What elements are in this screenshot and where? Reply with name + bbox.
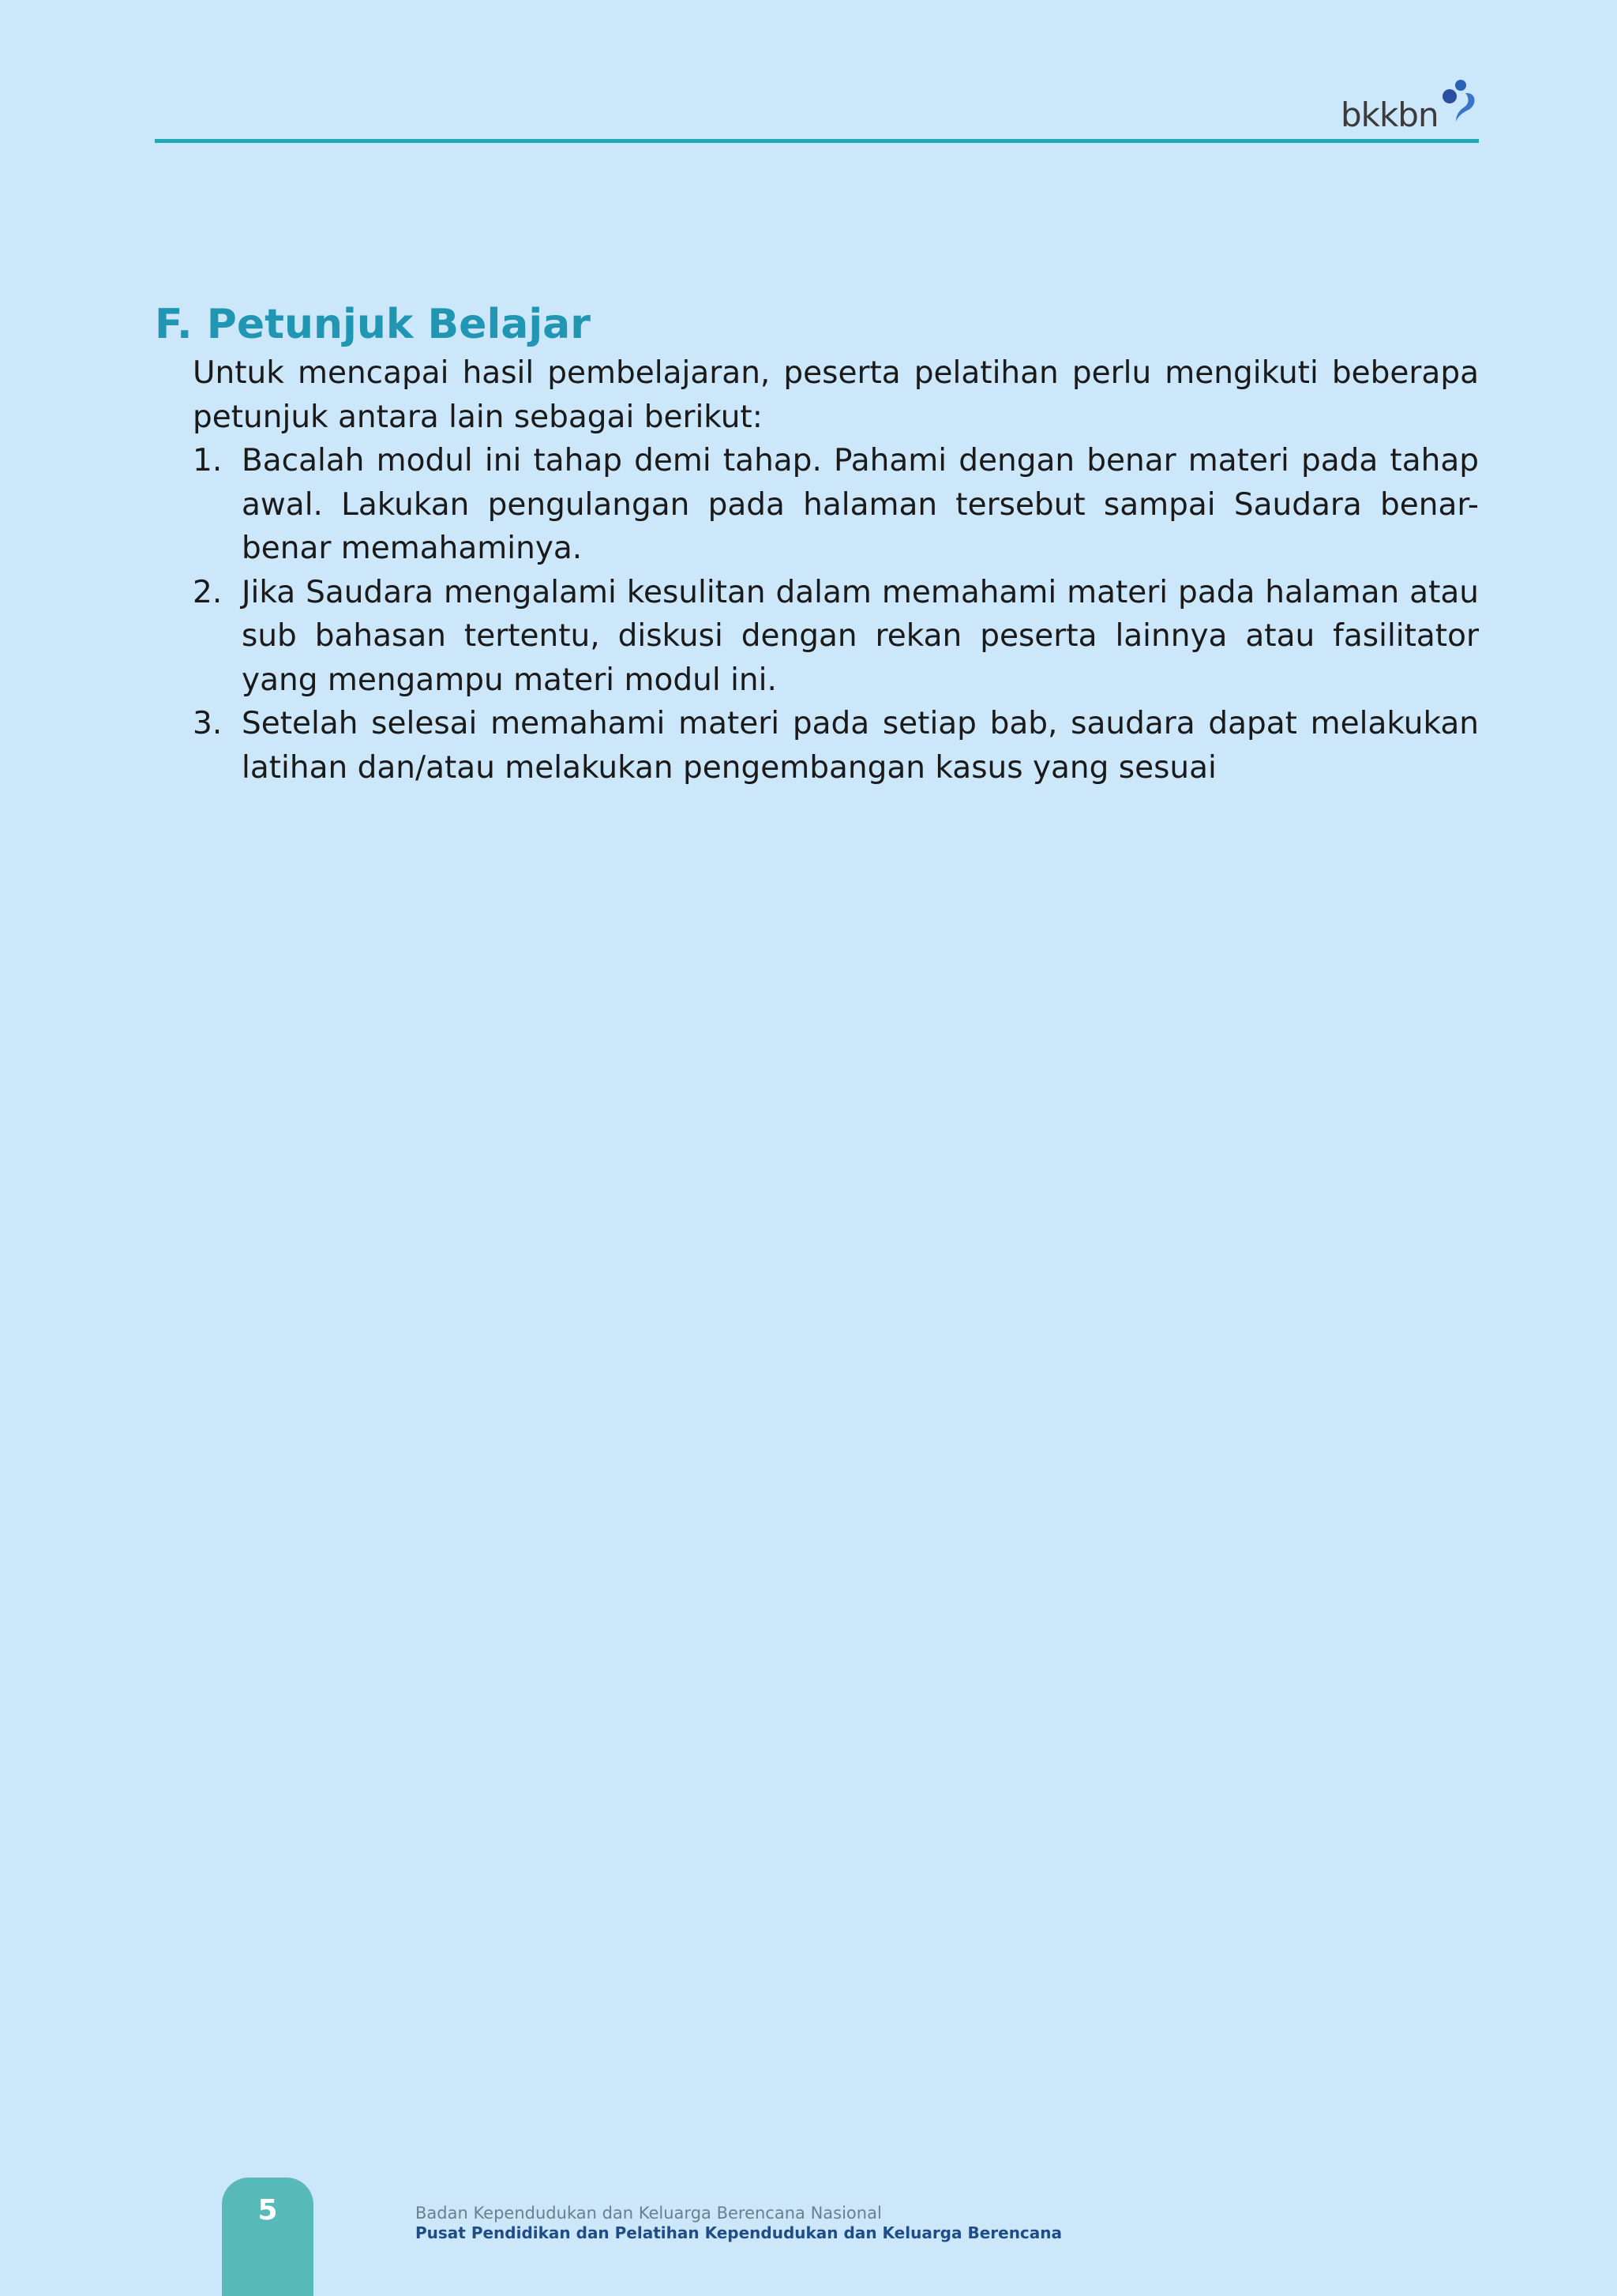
list-item-text: Bacalah modul ini tahap demi tahap. Pahami dengan benar materi pada tahap awal. Lakukan pengulangan pada halaman tersebut sampai Saudara benar-benar memahaminya. [242, 443, 1479, 566]
section-title: F. Petunjuk Belajar [155, 301, 591, 348]
page-number-tab [222, 2178, 313, 2296]
bkkbn-logo [1341, 77, 1476, 137]
list-item-text: Jika Saudara mengalami kesulitan dalam memahami materi pada halaman atau sub bahasan tertentu, diskusi dengan rekan peserta lainnya atau fasilitator yang mengampu materi modul ini. [242, 574, 1479, 698]
steps-list [193, 439, 1479, 790]
list-item-text: Setelah selesai memahami materi pada setiap bab, saudara dapat melakukan latihan dan/atau melakukan pengembangan kasus yang sesuai [242, 706, 1479, 786]
footer-center-name: Pusat Pendidikan dan Pelatihan Kependudukan dan Keluarga Berencana [415, 2223, 1063, 2242]
list-item [193, 702, 1479, 790]
list-item-number: 1. [193, 443, 223, 478]
list-item-number: 3. [193, 706, 223, 741]
page-number: 5 [257, 2194, 278, 2227]
section-body [193, 351, 1479, 790]
list-item [193, 439, 1479, 571]
intro-paragraph: Untuk mencapai hasil pembelajaran, peserta pelatihan perlu mengikuti beberapa petunjuk antara lain sebagai berikut: [193, 355, 1479, 435]
footer-organization: Badan Kependudukan dan Keluarga Berencana Nasional [415, 2204, 882, 2223]
list-item-number: 2. [193, 574, 223, 610]
logo-mark-icon [1426, 77, 1478, 125]
list-item [193, 571, 1479, 703]
logo-wordmark: bkkbn [1341, 96, 1439, 134]
header-divider [155, 139, 1479, 143]
